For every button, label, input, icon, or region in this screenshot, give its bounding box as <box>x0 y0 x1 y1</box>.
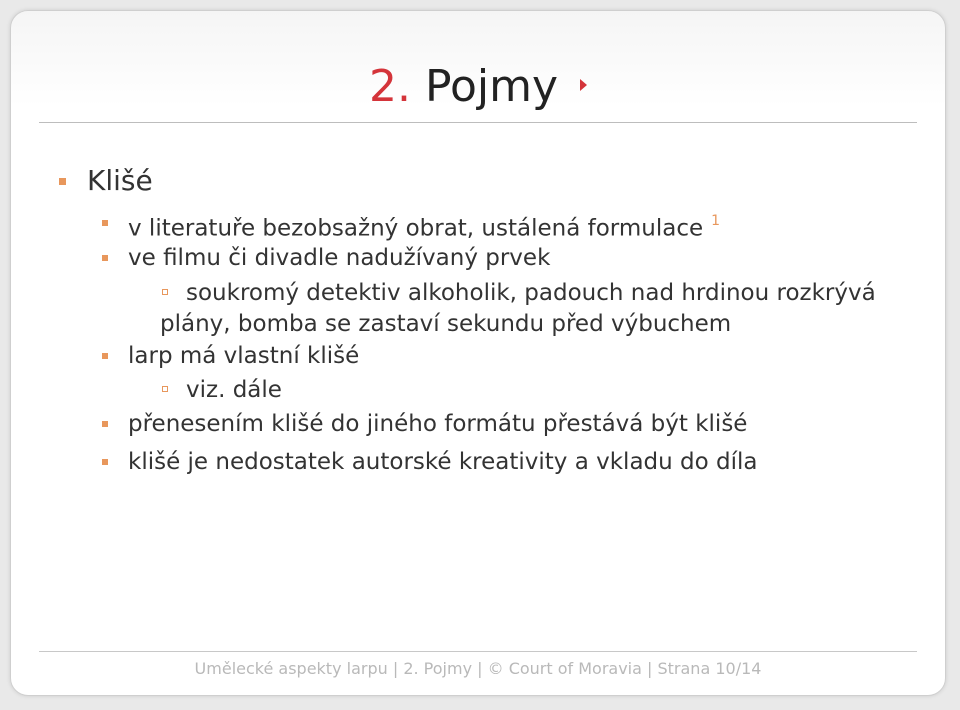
bullet-item-creativity <box>128 447 757 477</box>
hollow-square-bullet-icon <box>162 386 168 392</box>
bullet-item-larp <box>128 341 359 371</box>
footnote-marker: 1 <box>711 213 721 229</box>
slide <box>10 10 946 696</box>
bullet-text: ve filmu či divadle nadužívaný prvek <box>128 245 551 271</box>
bullet-text: klišé je nedostatek autorské kreativity a vkladu do díla <box>128 449 758 475</box>
sub-bullet-item-examples <box>186 278 876 308</box>
bullet-item-film <box>128 243 550 273</box>
bullet-text: plány, bomba se zastaví sekundu před výbuchem <box>160 311 732 337</box>
slide-content <box>11 11 945 651</box>
bullet-text: Klišé <box>87 164 153 197</box>
bullet-text: přenesením klišé do jiného formátu přestává být klišé <box>128 411 748 437</box>
bullet-text: larp má vlastní klišé <box>128 343 360 369</box>
bullet-item-cliche <box>87 165 153 197</box>
slide-footer: Umělecké aspekty larpu | 2. Pojmy | © Court of Moravia | Strana 10/14 <box>194 659 762 678</box>
hollow-square-bullet-icon <box>162 289 168 295</box>
bullet-item-literature <box>128 208 720 244</box>
square-bullet-icon <box>59 178 66 185</box>
bullet-item-format <box>128 409 747 439</box>
title-text: Pojmy <box>424 61 558 112</box>
footer-divider <box>39 651 917 652</box>
sub-bullet-item-see-below <box>186 375 282 405</box>
title-number: 2. <box>369 61 411 112</box>
bullet-text: v literatuře bezobsažný obrat, ustálená formulace <box>128 215 704 242</box>
sub-bullet-continuation <box>160 309 731 339</box>
bullet-text: viz. dále <box>186 377 282 403</box>
square-bullet-icon <box>102 421 108 427</box>
square-bullet-icon <box>102 255 108 261</box>
bullet-text: soukromý detektiv alkoholik, padouch nad hrdinou rozkrývá <box>186 280 876 306</box>
square-bullet-icon <box>102 220 108 226</box>
square-bullet-icon <box>102 459 108 465</box>
square-bullet-icon <box>102 353 108 359</box>
